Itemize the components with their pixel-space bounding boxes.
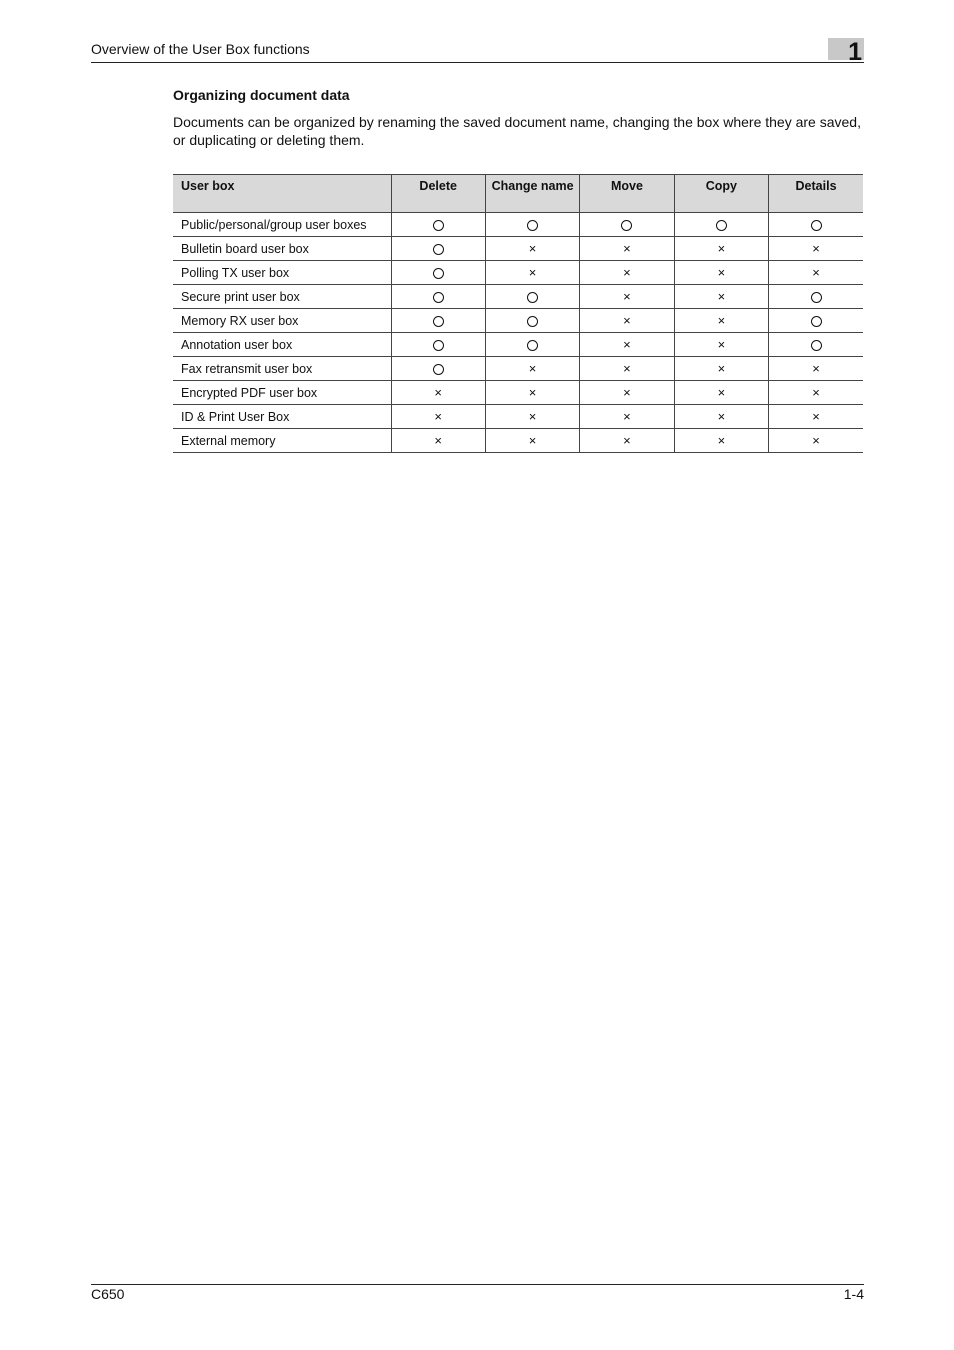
- supported-circle-icon: [433, 292, 444, 303]
- supported-circle-icon: [433, 316, 444, 327]
- user-box-name: Polling TX user box: [173, 261, 391, 285]
- column-header-copy: Copy: [674, 175, 768, 213]
- cell-delete: [391, 285, 485, 309]
- supported-circle-icon: [433, 364, 444, 375]
- table-row: [173, 381, 863, 405]
- column-header-delete: Delete: [391, 175, 485, 213]
- supported-circle-icon: [527, 220, 538, 231]
- not-supported-cross-icon: ×: [623, 385, 631, 401]
- user-box-name: Annotation user box: [173, 333, 391, 357]
- not-supported-cross-icon: ×: [812, 241, 820, 257]
- cell-change-name: [485, 285, 579, 309]
- table-row: [173, 261, 863, 285]
- not-supported-cross-icon: ×: [528, 241, 537, 257]
- not-supported-cross-icon: ×: [623, 313, 631, 329]
- supported-circle-icon: [811, 316, 822, 327]
- user-box-name: Fax retransmit user box: [173, 357, 391, 381]
- not-supported-cross-icon: ×: [623, 289, 631, 305]
- cell-move: [580, 261, 674, 285]
- not-supported-cross-icon: ×: [812, 409, 820, 425]
- supported-circle-icon: [433, 340, 444, 351]
- cell-copy: [674, 333, 768, 357]
- supported-circle-icon: [716, 220, 727, 231]
- supported-circle-icon: [433, 244, 444, 255]
- not-supported-cross-icon: ×: [623, 433, 631, 449]
- cell-details: [769, 261, 863, 285]
- user-box-name: Memory RX user box: [173, 309, 391, 333]
- cell-change-name: [485, 261, 579, 285]
- user-box-function-table: [173, 174, 863, 453]
- chapter-number: 1: [848, 38, 862, 66]
- supported-circle-icon: [621, 220, 632, 231]
- not-supported-cross-icon: ×: [717, 433, 726, 449]
- user-box-name: Bulletin board user box: [173, 237, 391, 261]
- table-header-row: [173, 175, 863, 213]
- table-row: [173, 357, 863, 381]
- table-row: [173, 429, 863, 453]
- not-supported-cross-icon: ×: [717, 313, 726, 329]
- cell-change-name: [485, 405, 579, 429]
- cell-delete: [391, 333, 485, 357]
- intro-paragraph: Documents can be organized by renaming the saved document name, changing the box where they are saved, or duplicating or deleting them.: [173, 114, 861, 148]
- cell-change-name: [485, 333, 579, 357]
- cell-move: [580, 381, 674, 405]
- cell-details: [769, 333, 863, 357]
- not-supported-cross-icon: ×: [812, 433, 820, 449]
- not-supported-cross-icon: ×: [717, 265, 726, 281]
- not-supported-cross-icon: ×: [528, 385, 537, 401]
- cell-move: [580, 429, 674, 453]
- table-row: [173, 309, 863, 333]
- cell-change-name: [485, 213, 579, 237]
- footer-page-number: 1-4: [843, 1286, 864, 1302]
- user-box-name: Public/personal/group user boxes: [173, 213, 391, 237]
- supported-circle-icon: [433, 220, 444, 231]
- cell-move: [580, 333, 674, 357]
- not-supported-cross-icon: ×: [717, 385, 726, 401]
- cell-copy: [674, 237, 768, 261]
- table-row: [173, 285, 863, 309]
- not-supported-cross-icon: ×: [717, 241, 726, 257]
- column-header-move: Move: [580, 175, 674, 213]
- cell-move: [580, 405, 674, 429]
- not-supported-cross-icon: ×: [717, 361, 726, 377]
- cell-copy: [674, 309, 768, 333]
- not-supported-cross-icon: ×: [623, 409, 631, 425]
- not-supported-cross-icon: ×: [528, 265, 537, 281]
- header-divider: [91, 62, 864, 63]
- supported-circle-icon: [527, 292, 538, 303]
- user-box-name: Secure print user box: [173, 285, 391, 309]
- user-box-name: External memory: [173, 429, 391, 453]
- not-supported-cross-icon: ×: [434, 433, 442, 449]
- cell-copy: [674, 381, 768, 405]
- not-supported-cross-icon: ×: [717, 337, 726, 353]
- not-supported-cross-icon: ×: [717, 409, 726, 425]
- cell-details: [769, 405, 863, 429]
- cell-details: [769, 237, 863, 261]
- running-header-title: Overview of the User Box functions: [91, 41, 310, 57]
- not-supported-cross-icon: ×: [434, 385, 442, 401]
- not-supported-cross-icon: ×: [528, 361, 537, 377]
- supported-circle-icon: [811, 340, 822, 351]
- cell-move: [580, 285, 674, 309]
- cell-move: [580, 357, 674, 381]
- supported-circle-icon: [527, 340, 538, 351]
- column-header-user-box: User box: [173, 175, 391, 213]
- cell-details: [769, 285, 863, 309]
- not-supported-cross-icon: ×: [717, 289, 726, 305]
- cell-copy: [674, 429, 768, 453]
- cell-delete: [391, 405, 485, 429]
- cell-details: [769, 357, 863, 381]
- cell-copy: [674, 357, 768, 381]
- cell-move: [580, 213, 674, 237]
- supported-circle-icon: [433, 268, 444, 279]
- cell-copy: [674, 405, 768, 429]
- not-supported-cross-icon: ×: [623, 241, 631, 257]
- not-supported-cross-icon: ×: [812, 361, 820, 377]
- not-supported-cross-icon: ×: [623, 337, 631, 353]
- chapter-tab: [828, 38, 864, 66]
- cell-change-name: [485, 429, 579, 453]
- section-heading: Organizing document data: [173, 87, 350, 103]
- cell-details: [769, 309, 863, 333]
- column-header-change-name: Change name: [485, 175, 579, 213]
- column-header-details: Details: [769, 175, 863, 213]
- cell-move: [580, 237, 674, 261]
- cell-delete: [391, 429, 485, 453]
- not-supported-cross-icon: ×: [623, 265, 631, 281]
- not-supported-cross-icon: ×: [528, 433, 537, 449]
- table-body: [173, 213, 863, 453]
- cell-change-name: [485, 381, 579, 405]
- not-supported-cross-icon: ×: [528, 409, 537, 425]
- table-row: [173, 237, 863, 261]
- cell-delete: [391, 381, 485, 405]
- cell-change-name: [485, 357, 579, 381]
- not-supported-cross-icon: ×: [812, 385, 820, 401]
- not-supported-cross-icon: ×: [812, 265, 820, 281]
- cell-change-name: [485, 309, 579, 333]
- footer-divider: [91, 1284, 864, 1285]
- cell-delete: [391, 357, 485, 381]
- cell-copy: [674, 213, 768, 237]
- cell-delete: [391, 261, 485, 285]
- table-row: [173, 213, 863, 237]
- user-box-name: Encrypted PDF user box: [173, 381, 391, 405]
- cell-delete: [391, 237, 485, 261]
- cell-delete: [391, 213, 485, 237]
- cell-details: [769, 429, 863, 453]
- footer-model-name: C650: [91, 1286, 125, 1302]
- supported-circle-icon: [811, 292, 822, 303]
- cell-details: [769, 381, 863, 405]
- cell-change-name: [485, 237, 579, 261]
- cell-details: [769, 213, 863, 237]
- cell-copy: [674, 285, 768, 309]
- table-row: [173, 333, 863, 357]
- supported-circle-icon: [811, 220, 822, 231]
- not-supported-cross-icon: ×: [623, 361, 631, 377]
- cell-delete: [391, 309, 485, 333]
- cell-copy: [674, 261, 768, 285]
- user-box-name: ID & Print User Box: [173, 405, 391, 429]
- cell-move: [580, 309, 674, 333]
- not-supported-cross-icon: ×: [434, 409, 442, 425]
- supported-circle-icon: [527, 316, 538, 327]
- table-row: [173, 405, 863, 429]
